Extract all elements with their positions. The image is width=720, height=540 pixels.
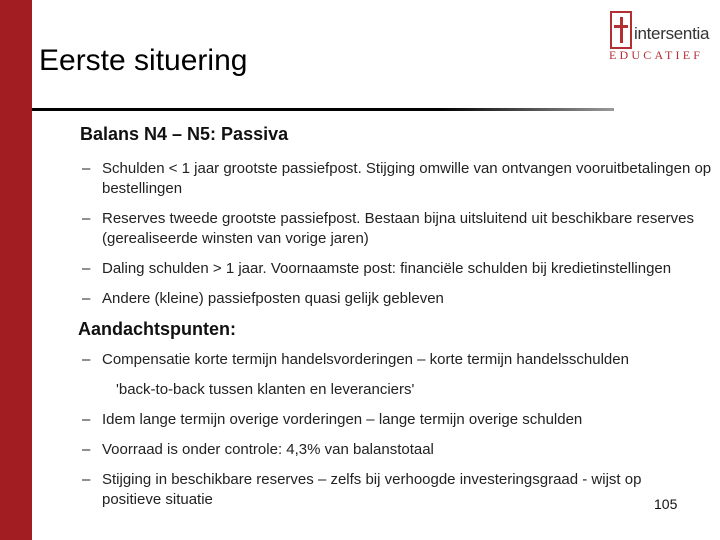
title-underline (32, 108, 614, 111)
bullet-item (78, 289, 720, 309)
bullet-text: Stijging in beschikbare reserves – zelfs bij verhoogde investeringsgraad - wijst op positieve situatie (102, 471, 642, 508)
left-accent-bar (0, 0, 32, 540)
bullet-item (78, 440, 720, 460)
section-heading-aandachtspunten: Aandachtspunten: (78, 319, 237, 339)
dash-bullet: – (82, 290, 91, 307)
slide-content (78, 124, 720, 520)
logo-name: intersentia (634, 24, 710, 43)
dash-bullet: – (82, 210, 91, 227)
bullet-subtext: 'back-to-back tussen klanten en leveranciers' (116, 381, 415, 398)
dash-bullet: – (82, 351, 91, 368)
bullet-item (78, 259, 720, 279)
bullet-item (78, 350, 720, 370)
bullet-text: Schulden < 1 jaar grootste passiefpost. Stijging omwille van ontvangen vooruitbetalingen op bestellingen (102, 160, 712, 197)
dash-bullet: – (82, 411, 91, 428)
bullet-text: Reserves tweede grootste passiefpost. Bestaan bijna uitsluitend uit beschikbare reserves (gerealiseerde winsten van vorige jaren) (102, 210, 694, 247)
dash-bullet: – (82, 260, 91, 277)
slide-title: Eerste situering (39, 44, 248, 77)
dash-bullet: – (82, 160, 91, 177)
bullet-text: Compensatie korte termijn handelsvorderingen – korte termijn handelsschulden (102, 351, 629, 368)
bullet-item (78, 470, 702, 510)
bullet-item (78, 209, 720, 249)
bullet-text: Andere (kleine) passiefposten quasi gelijk gebleven (102, 290, 444, 307)
bullet-text: Idem lange termijn overige vorderingen – lange termijn overige schulden (102, 411, 583, 428)
bullet-item (78, 410, 720, 430)
page-number: 105 (654, 496, 678, 512)
bullet-text: Voorraad is onder controle: 4,3% van balanstotaal (102, 441, 434, 458)
bullet-item (78, 159, 720, 199)
bullet-text: Daling schulden > 1 jaar. Voornaamste post: financiële schulden bij kredietinstellingen (102, 260, 672, 277)
section-heading-passiva: Balans N4 – N5: Passiva (80, 124, 289, 144)
intersentia-logo (607, 11, 712, 66)
dash-bullet: – (82, 441, 91, 458)
logo-mark-icon (610, 11, 632, 49)
logo-subtitle: EDUCATIEF (609, 48, 704, 62)
dash-bullet: – (82, 471, 91, 488)
